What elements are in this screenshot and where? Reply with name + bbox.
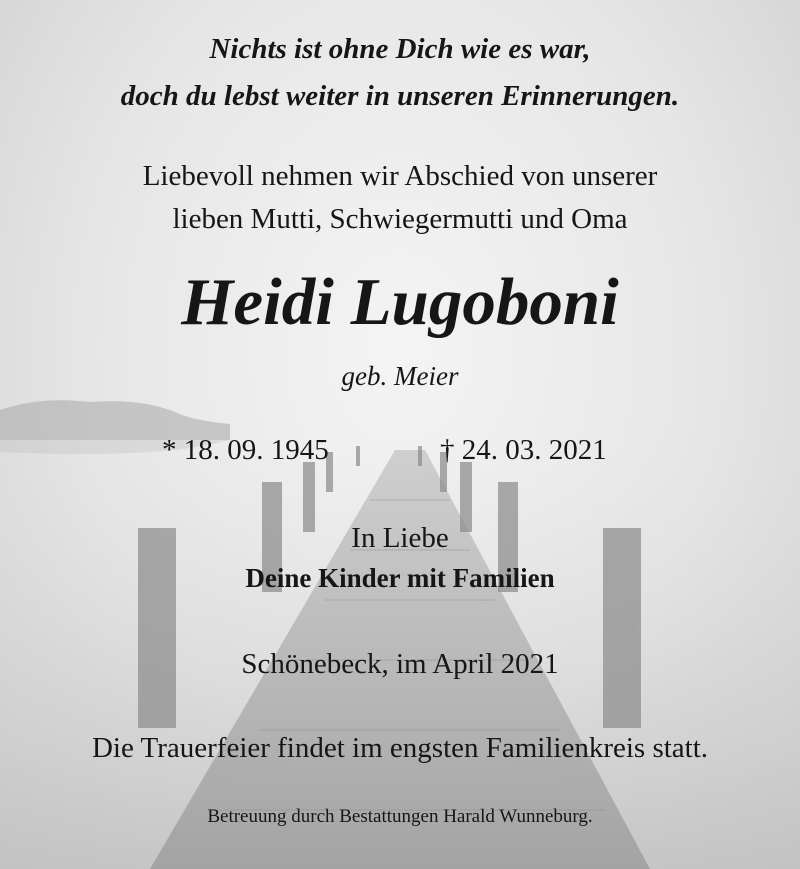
family-signature: Deine Kinder mit Familien — [245, 563, 555, 593]
intro-line-2: lieben Mutti, Schwiegermutti und Oma — [172, 203, 628, 235]
intro-text — [0, 155, 800, 241]
place-date: Schönebeck, im April 2021 — [241, 648, 559, 680]
motto-line-2: doch du lebst weiter in unseren Erinnerungen. — [120, 80, 680, 112]
undertaker-note: Betreuung durch Bestattungen Harald Wunneburg. — [207, 806, 593, 827]
in-love-label: In Liebe — [351, 522, 449, 554]
funeral-note: Die Trauerfeier findet im engsten Familienkreis statt. — [91, 732, 709, 764]
intro-line-1: Liebevoll nehmen wir Abschied von unserer — [142, 160, 658, 192]
maiden-name: geb. Meier — [341, 361, 459, 391]
death-date: † 24. 03. 2021 — [440, 434, 607, 466]
motto — [0, 26, 800, 120]
motto-line-1: Nichts ist ohne Dich wie es war, — [209, 33, 591, 65]
deceased-name: Heidi Lugoboni — [181, 265, 619, 339]
life-dates — [0, 428, 800, 472]
birth-date: * 18. 09. 1945 — [162, 434, 329, 466]
